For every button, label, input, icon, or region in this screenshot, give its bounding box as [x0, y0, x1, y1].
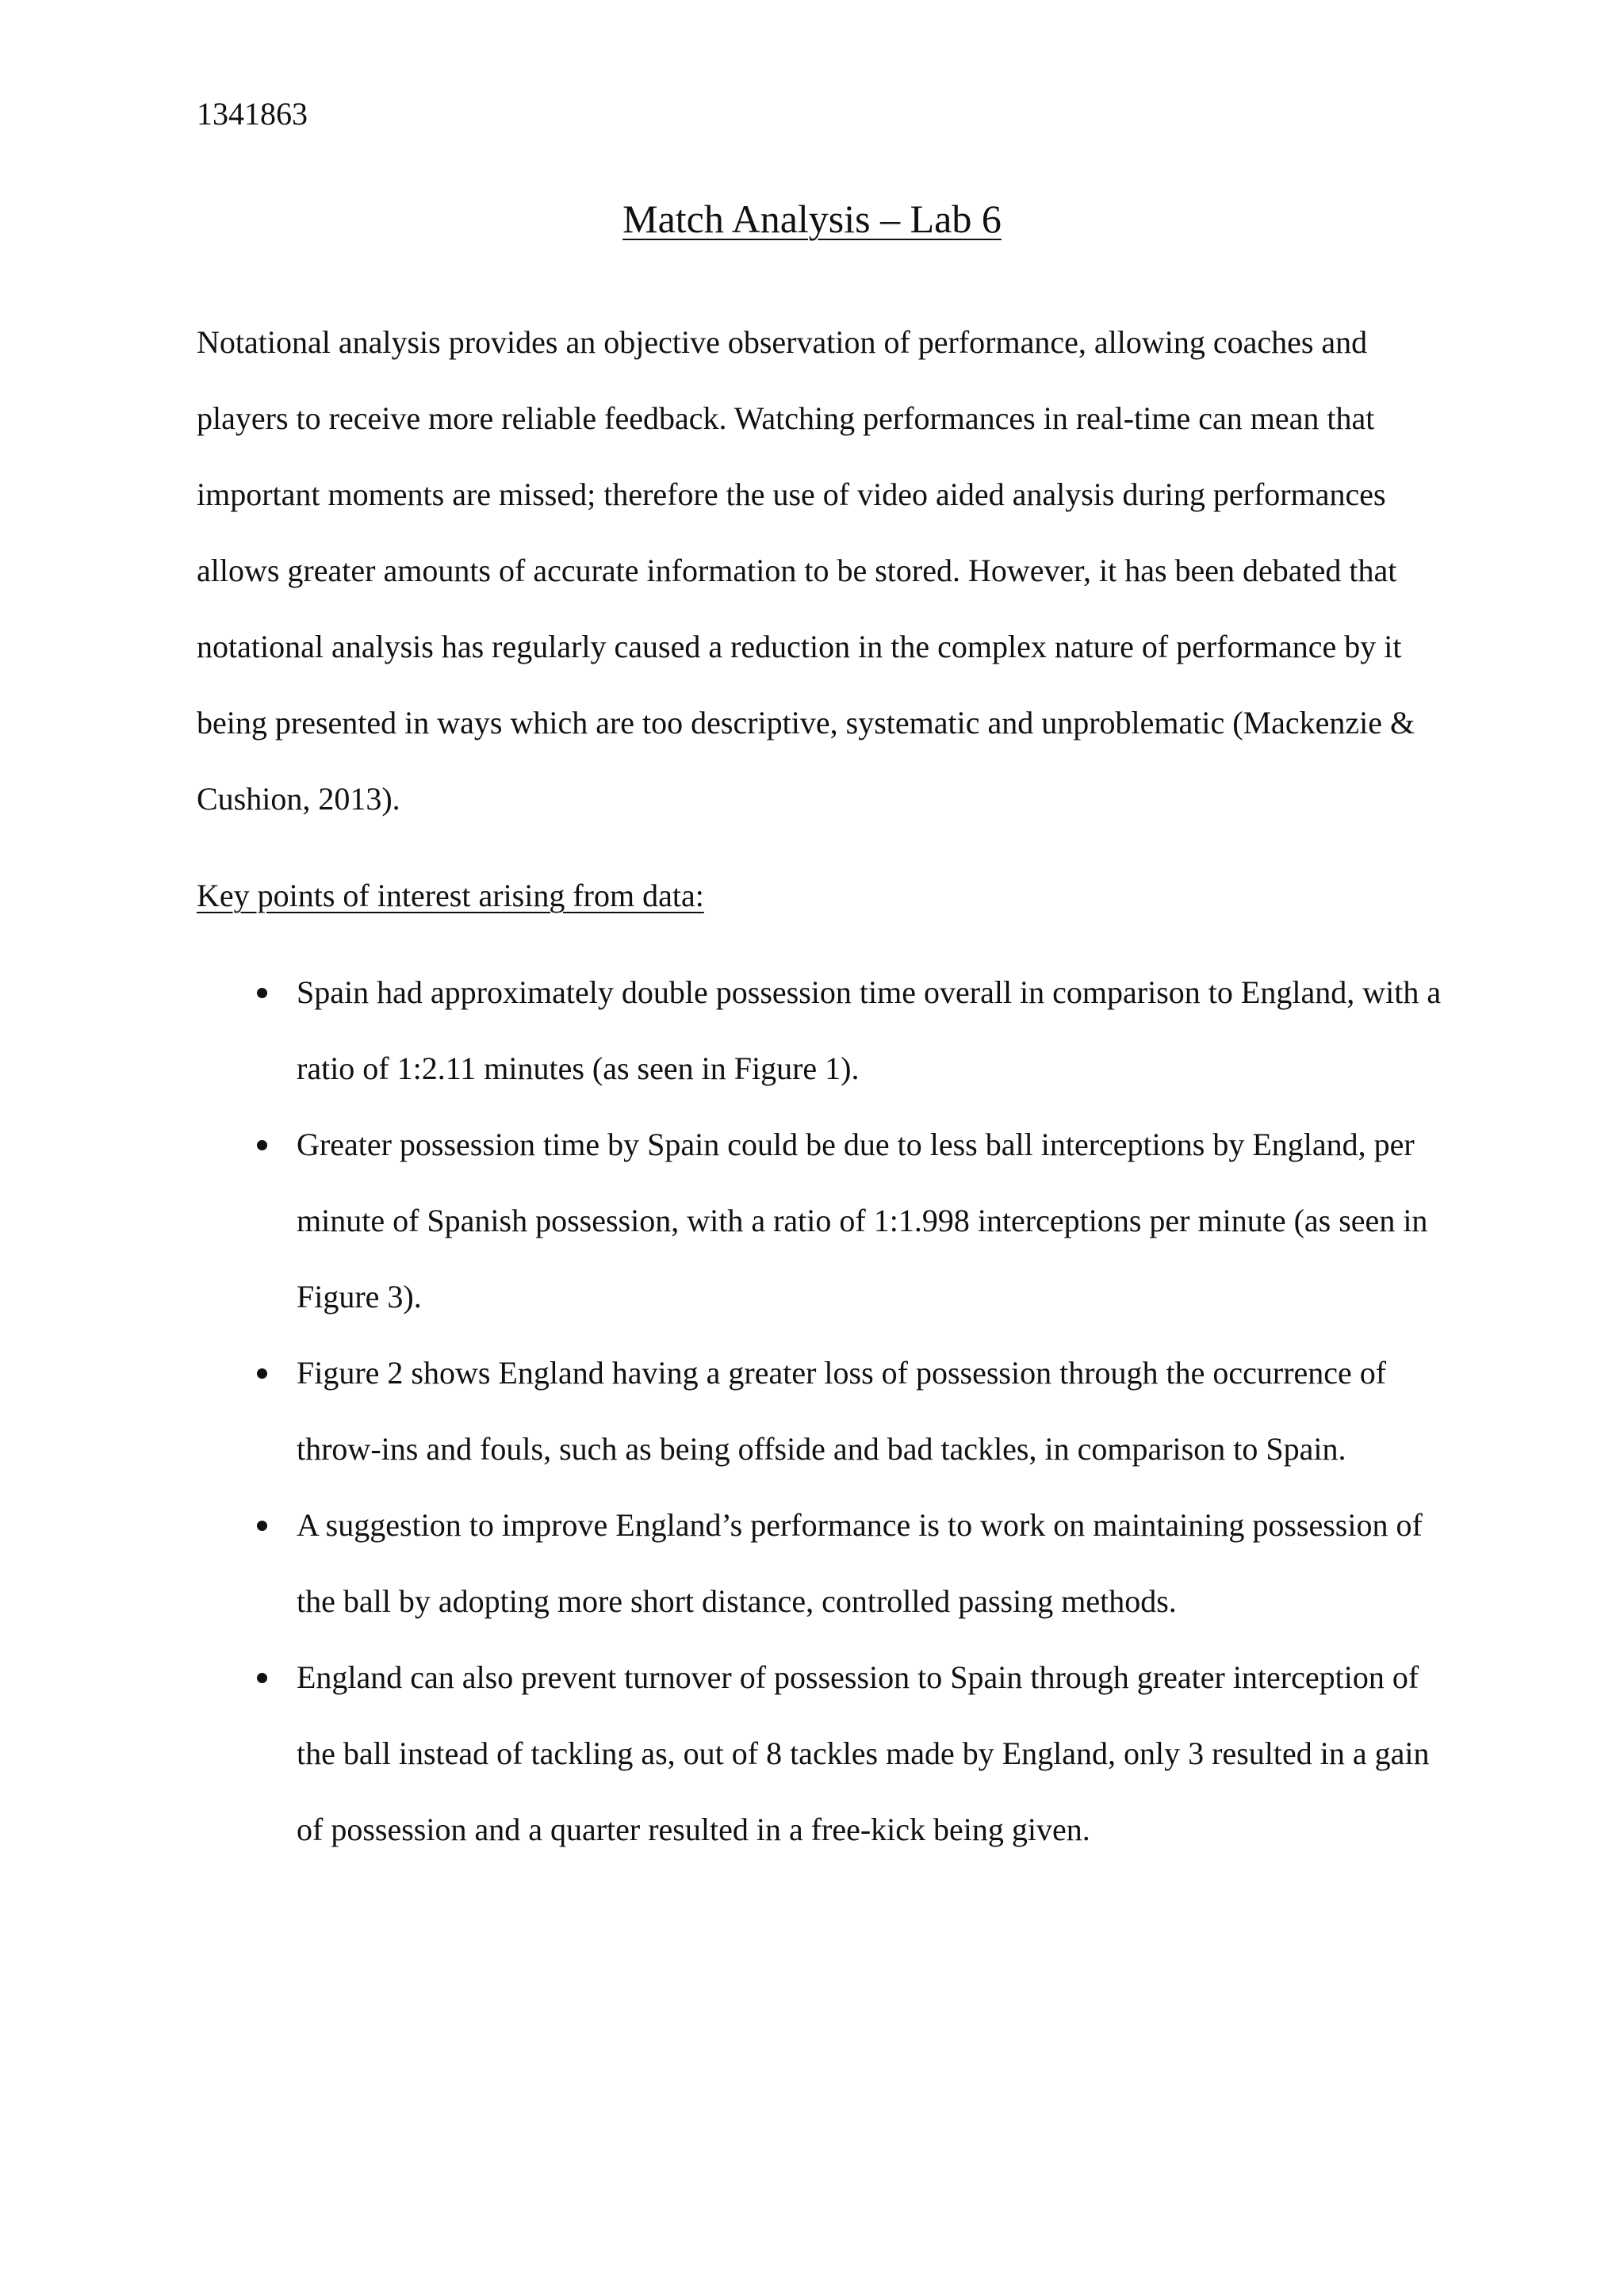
key-point-item [197, 1107, 1450, 1335]
bullet-icon [254, 1640, 270, 1716]
document-title: Match Analysis – Lab 6 [622, 197, 1002, 241]
bullet-icon [254, 1335, 270, 1411]
key-point-text: Greater possession time by Spain could be due to less ball interceptions by England, per minute of Spanish possession, with a ratio of 1:1.998 interceptions per minute (as seen in Figure 3). [297, 1127, 1428, 1314]
key-points-heading: Key points of interest arising from data: [197, 878, 704, 913]
key-point-item [197, 1487, 1450, 1640]
key-point-item [197, 955, 1450, 1107]
intro-paragraph: Notational analysis provides an objective observation of performance, allowing coaches and players to receive more reliable feedback. Watching performances in real-time can mean that important moments are missed; therefore the use of video aided analysis during performances allows greater amounts of accurate information to be stored. However, it has been debated that notational analysis has regularly caused a reduction in the complex nature of performance by it being presented in ways which are too descriptive, systematic and unproblematic (Mackenzie & Cushion, 2013). [197, 324, 1415, 817]
key-points-list [197, 955, 1450, 1868]
key-point-text: England can also prevent turnover of possession to Spain through greater interception of the ball instead of tackling as, out of 8 tackles made by England, only 3 resulted in a gain of possession and a quarter resulted in a free-kick being given. [297, 1659, 1430, 1847]
key-point-text: Spain had approximately double possession time overall in comparison to England, with a ratio of 1:2.11 minutes (as seen in Figure 1). [297, 974, 1442, 1086]
bullet-icon [254, 1107, 270, 1183]
key-point-text: A suggestion to improve England’s performance is to work on maintaining possession of the ball by adopting more short distance, controlled passing methods. [297, 1507, 1423, 1619]
document-title-container [0, 193, 1624, 244]
key-point-item [197, 1335, 1450, 1487]
key-point-item [197, 1640, 1450, 1868]
key-point-text: Figure 2 shows England having a greater loss of possession through the occurrence of throw-ins and fouls, such as being offside and bad tackles, in comparison to Spain. [297, 1355, 1387, 1467]
bullet-icon [254, 1487, 270, 1563]
student-id: 1341863 [197, 96, 308, 132]
bullet-icon [254, 955, 270, 1031]
